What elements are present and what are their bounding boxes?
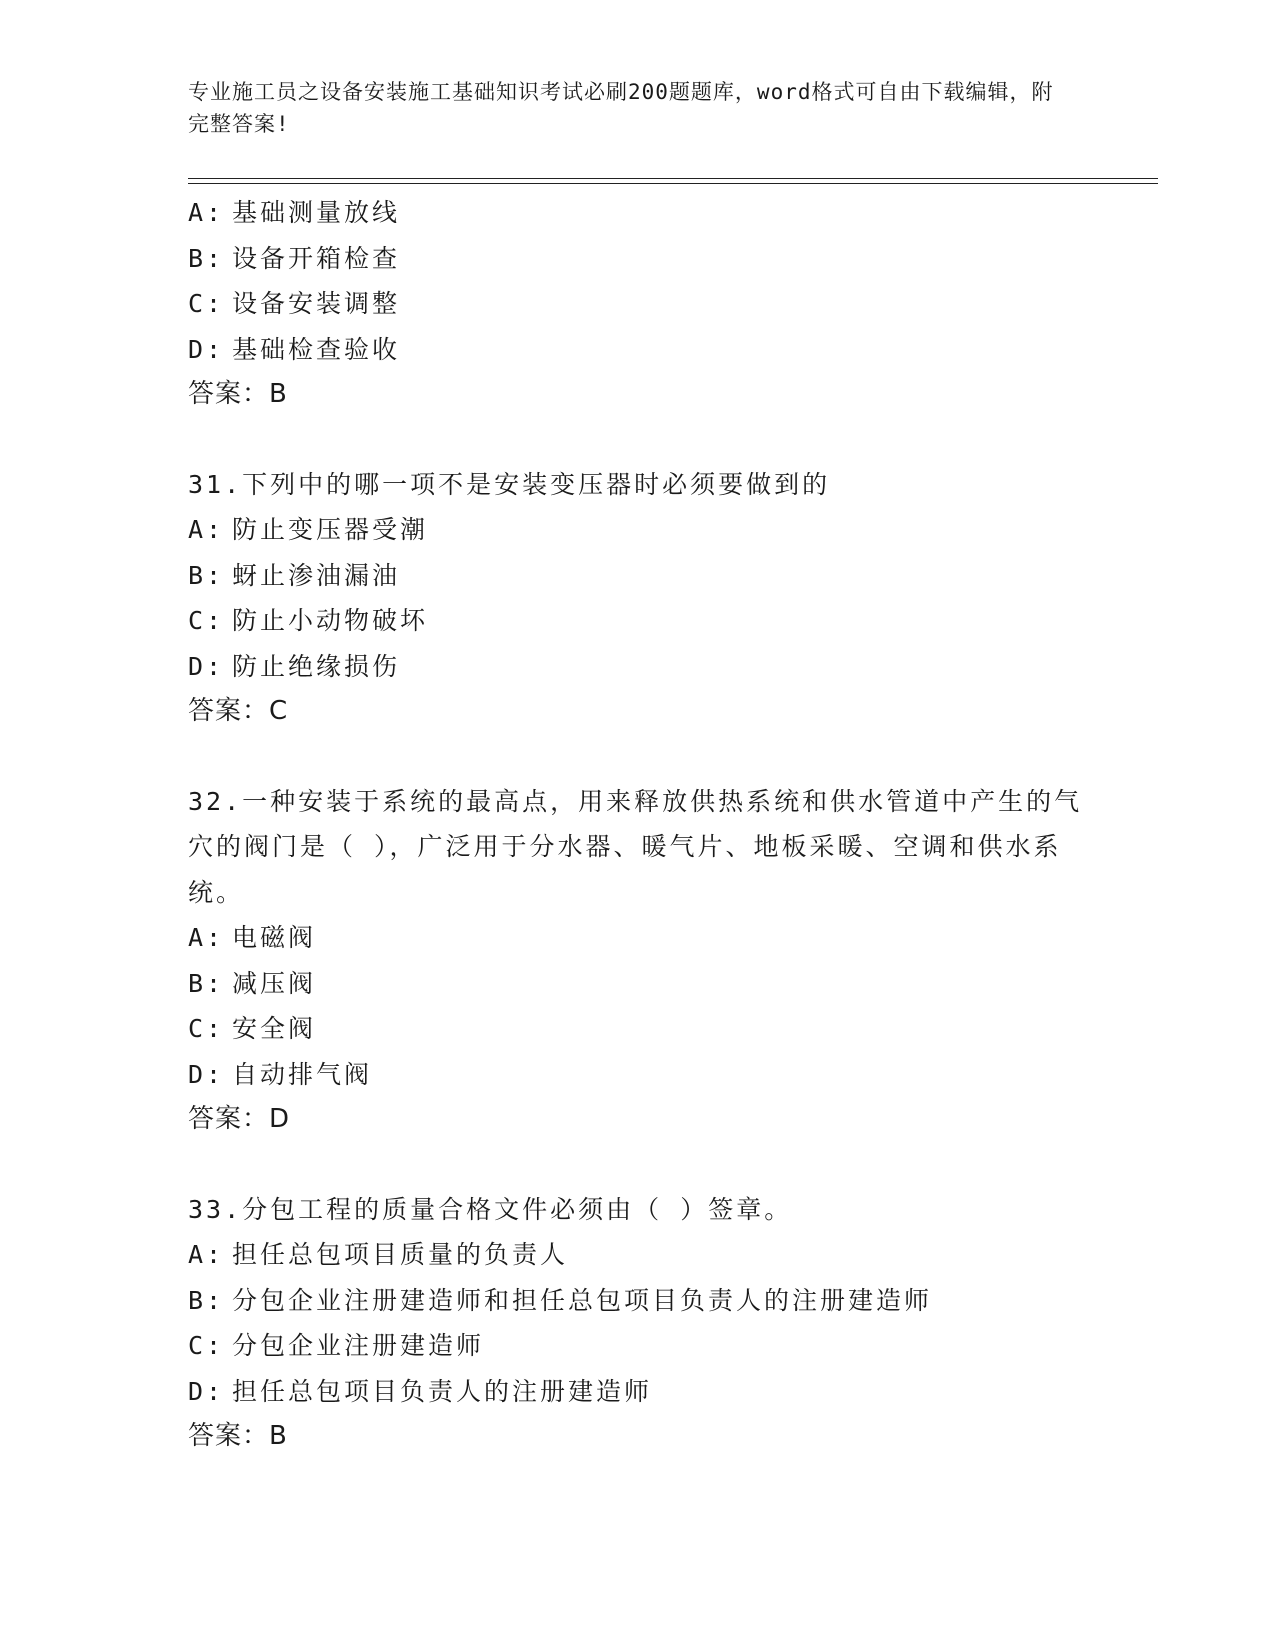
option-letter: A: [188, 1240, 225, 1269]
option-c [188, 598, 1088, 644]
option-letter: A: [188, 515, 225, 544]
block-spacer [188, 1143, 1088, 1187]
option-text: 防止绝缘损伤 [232, 651, 401, 681]
answer-line: 答案：C [188, 696, 289, 726]
answer-line: 答案：B [188, 379, 288, 409]
option-letter: B: [188, 243, 225, 273]
option-text: 电磁阀 [232, 923, 317, 952]
option-text: 防止小动物破坏 [232, 606, 429, 635]
block-spacer [188, 735, 1088, 779]
option-letter: D: [188, 1376, 225, 1406]
option-a [188, 507, 1088, 553]
option-c [188, 281, 1088, 327]
option-letter: B: [188, 1285, 225, 1315]
option-letter: B: [188, 560, 225, 590]
question-block [188, 190, 1088, 418]
question-block [188, 779, 1088, 1143]
option-text: 设备开箱检查 [232, 243, 401, 273]
option-text: 安全阀 [232, 1014, 317, 1043]
option-text: 基础检查验收 [232, 334, 401, 364]
answer-line: 答案：B [188, 1421, 288, 1451]
option-letter: C: [188, 1014, 225, 1043]
option-a [188, 1232, 1088, 1278]
question-text: 31.下列中的哪一项不是安装变压器时必须要做到的 [188, 469, 831, 499]
question-text: 32.一种安装于系统的最高点，用来释放供热系统和供水管道中产生的气穴的阀门是（ ），广泛用于分水器、暖气片、地板采暖、空调和供水系统。 [188, 786, 1083, 907]
option-letter: D: [188, 651, 225, 681]
option-text: 减压阀 [232, 968, 317, 998]
option-b [188, 961, 1088, 1007]
option-letter: C: [188, 1331, 225, 1360]
option-letter: D: [188, 334, 225, 364]
option-d [188, 1369, 1088, 1415]
option-letter: A: [188, 198, 225, 227]
option-d [188, 644, 1088, 690]
question-text: 33.分包工程的质量合格文件必须由（ ）签章。 [188, 1194, 793, 1224]
option-letter: A: [188, 923, 225, 952]
option-text: 设备安装调整 [232, 289, 401, 318]
option-text: 分包企业注册建造师 [232, 1331, 485, 1360]
option-text: 分包企业注册建造师和担任总包项目负责人的注册建造师 [232, 1285, 933, 1315]
answer-line: 答案：D [188, 1104, 291, 1134]
header-divider-top [188, 178, 1158, 179]
option-d [188, 327, 1088, 373]
document-header: 专业施工员之设备安装施工基础知识考试必刷200题题库，word格式可自由下载编辑，附完整答案! [188, 80, 1054, 136]
block-spacer [188, 418, 1088, 462]
option-text: 蚜止渗油漏油 [232, 560, 401, 590]
option-text: 防止变压器受潮 [232, 515, 429, 544]
question-list [188, 190, 1088, 1460]
header-divider-bottom [188, 183, 1158, 184]
option-b [188, 1278, 1088, 1324]
question-block [188, 1187, 1088, 1460]
option-text: 担任总包项目负责人的注册建造师 [232, 1376, 653, 1406]
question-block [188, 462, 1088, 735]
option-c [188, 1006, 1088, 1052]
option-text: 自动排气阀 [232, 1059, 373, 1089]
option-b [188, 553, 1088, 599]
option-c [188, 1323, 1088, 1369]
option-text: 担任总包项目质量的负责人 [232, 1240, 569, 1269]
option-letter: D: [188, 1059, 225, 1089]
option-a [188, 915, 1088, 961]
option-letter: B: [188, 968, 225, 998]
option-b [188, 236, 1088, 282]
option-text: 基础测量放线 [232, 198, 401, 227]
option-letter: C: [188, 606, 225, 635]
option-d [188, 1052, 1088, 1098]
option-a [188, 190, 1088, 236]
option-letter: C: [188, 289, 225, 318]
